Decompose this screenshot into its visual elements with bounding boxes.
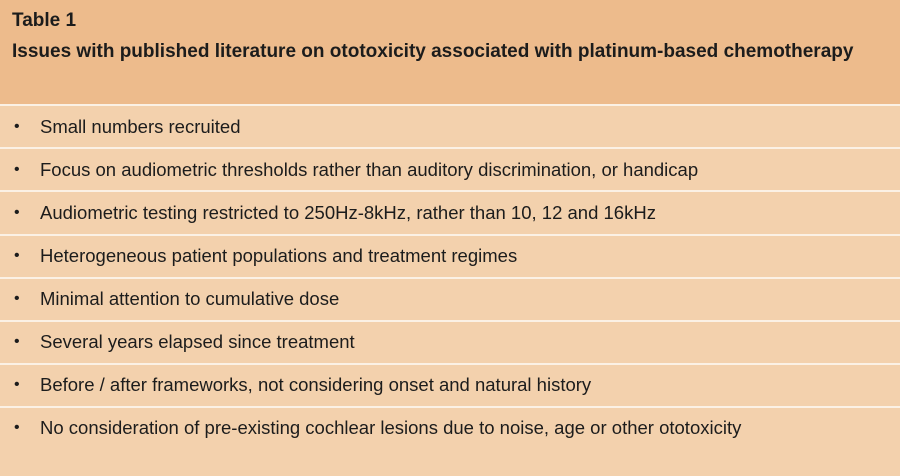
list-item-text: Several years elapsed since treatment [40, 331, 355, 352]
bullet-icon: • [14, 333, 20, 350]
row-divider [0, 104, 900, 106]
list-item-text: No consideration of pre-existing cochlear lesions due to noise, age or other ototoxicity [40, 417, 742, 438]
list-item [0, 327, 900, 356]
list-item-text: Minimal attention to cumulative dose [40, 288, 340, 309]
table-label: Table 1 [12, 10, 77, 31]
list-item [0, 370, 900, 399]
list-item [0, 112, 900, 141]
bullet-icon: • [14, 161, 20, 178]
row-divider [0, 277, 900, 279]
list-item [0, 413, 900, 442]
row-divider [0, 320, 900, 322]
table-title: Issues with published literature on ototoxicity associated with platinum-based chemotherapy [12, 41, 854, 62]
bullet-icon: • [14, 419, 20, 436]
list-item-text: Before / after frameworks, not considering onset and natural history [40, 374, 592, 395]
row-divider [0, 147, 900, 149]
bullet-icon: • [14, 290, 20, 307]
list-item-text: Small numbers recruited [40, 116, 241, 137]
row-divider [0, 406, 900, 408]
list-item [0, 241, 900, 270]
bullet-icon: • [14, 247, 20, 264]
list-item-text: Focus on audiometric thresholds rather than auditory discrimination, or handicap [40, 159, 699, 180]
table-header [0, 0, 900, 104]
row-divider [0, 234, 900, 236]
list-item [0, 155, 900, 184]
list-item-text: Heterogeneous patient populations and treatment regimes [40, 245, 518, 266]
bullet-icon: • [14, 204, 20, 221]
row-divider [0, 363, 900, 365]
bullet-icon: • [14, 376, 20, 393]
row-divider [0, 190, 900, 192]
list-item-text: Audiometric testing restricted to 250Hz-8kHz, rather than 10, 12 and 16kHz [40, 202, 656, 223]
bullet-icon: • [14, 118, 20, 135]
list-item [0, 284, 900, 313]
list-item [0, 198, 900, 227]
